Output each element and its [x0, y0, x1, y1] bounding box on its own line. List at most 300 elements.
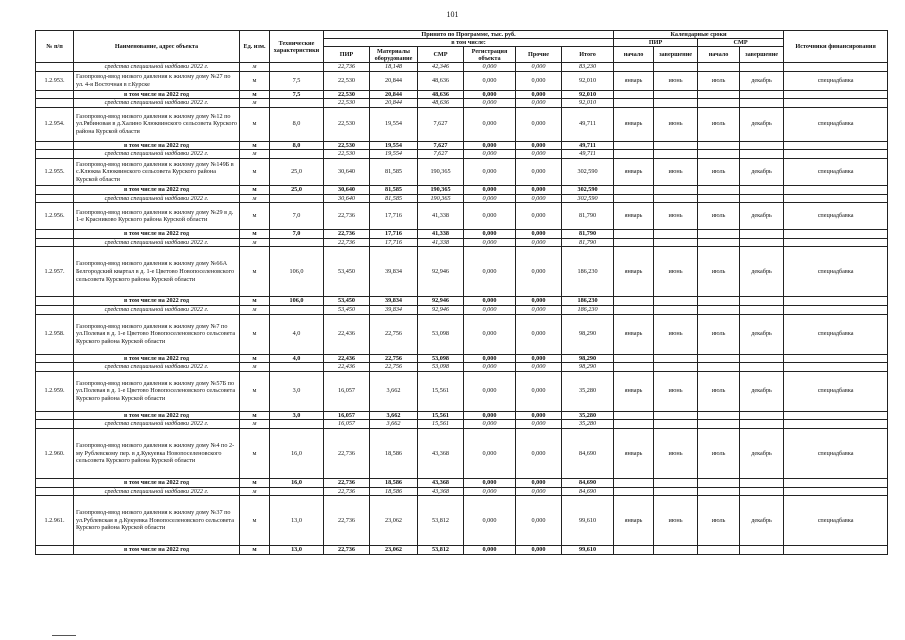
subtotal-label: в том числе на 2022 год [74, 141, 240, 150]
object-number: 1.2.954. [36, 107, 74, 141]
row-total: 83,230 [562, 63, 614, 72]
object-registration: 0,000 [464, 314, 516, 354]
row-materials: 39,834 [370, 305, 418, 314]
row-num-empty [36, 238, 74, 247]
row-smr: 41,338 [418, 238, 464, 247]
row-unit: м [240, 150, 270, 159]
row-cal-empty [654, 99, 698, 108]
object-unit: м [240, 496, 270, 546]
object-materials: 17,716 [370, 203, 418, 230]
pir-start: январь [614, 314, 654, 354]
row-registration: 0,000 [464, 305, 516, 314]
special-surcharge-row [36, 363, 888, 372]
object-tech: 8,0 [270, 107, 324, 141]
funding-source: спецнадбавка [784, 158, 888, 185]
object-smr: 15,561 [418, 371, 464, 411]
surcharge-label: средства специальной надбавки 2022 г. [74, 99, 240, 108]
row-cal-empty [740, 230, 784, 239]
row-pir: 22,736 [324, 63, 370, 72]
smr-end: декабрь [740, 314, 784, 354]
object-total: 84,690 [562, 428, 614, 478]
row-cal-empty [654, 90, 698, 99]
row-source-empty [784, 194, 888, 203]
row-source-empty [784, 141, 888, 150]
header-end-2: завершение [740, 47, 784, 63]
object-materials: 39,834 [370, 247, 418, 297]
row-tech: 3,0 [270, 411, 324, 420]
row-other: 0,000 [516, 354, 562, 363]
row-unit: м [240, 185, 270, 194]
object-total: 186,230 [562, 247, 614, 297]
row-source-empty [784, 363, 888, 372]
row-total: 84,690 [562, 478, 614, 487]
smr-start: июль [698, 71, 740, 90]
row-tech [270, 305, 324, 314]
object-name: Газопровод-ввод низкого давления к жилому дому №149Б в с.Клюква Клюквинского сельсовета Курского района Курской области [74, 158, 240, 185]
row-materials: 19,554 [370, 141, 418, 150]
object-unit: м [240, 247, 270, 297]
row-cal-empty [654, 150, 698, 159]
page-corner-mark [52, 635, 76, 638]
smr-end: декабрь [740, 158, 784, 185]
smr-start: июль [698, 314, 740, 354]
row-source-empty [784, 354, 888, 363]
row-materials: 81,585 [370, 194, 418, 203]
object-registration: 0,000 [464, 428, 516, 478]
object-materials: 3,662 [370, 371, 418, 411]
object-materials: 18,586 [370, 428, 418, 478]
object-registration: 0,000 [464, 71, 516, 90]
row-registration: 0,000 [464, 90, 516, 99]
special-surcharge-row [36, 63, 888, 72]
row-num-empty [36, 478, 74, 487]
row-source-empty [784, 99, 888, 108]
object-unit: м [240, 314, 270, 354]
object-smr: 7,627 [418, 107, 464, 141]
row-pir: 22,530 [324, 150, 370, 159]
row-cal-empty [698, 487, 740, 496]
row-cal-empty [614, 90, 654, 99]
object-pir: 22,530 [324, 107, 370, 141]
row-pir: 22,736 [324, 546, 370, 555]
row-cal-empty [614, 411, 654, 420]
object-registration: 0,000 [464, 107, 516, 141]
row-materials: 17,716 [370, 230, 418, 239]
row-cal-empty [740, 420, 784, 429]
row-cal-empty [654, 411, 698, 420]
object-total: 81,790 [562, 203, 614, 230]
row-tech [270, 99, 324, 108]
smr-end: декабрь [740, 428, 784, 478]
object-materials: 22,756 [370, 314, 418, 354]
row-pir: 53,450 [324, 305, 370, 314]
row-other: 0,000 [516, 546, 562, 555]
funding-source: спецнадбавка [784, 247, 888, 297]
pir-end: июнь [654, 496, 698, 546]
header-tech: Технические характеристики [270, 31, 324, 63]
object-name: Газопровод-ввод низкого давления к жилому дому №37 по ул.Рублевская в д.Кукуевка Новопоселеновского сельсовета Курского района Курской области [74, 496, 240, 546]
row-source-empty [784, 546, 888, 555]
funding-source: спецнадбавка [784, 71, 888, 90]
row-cal-empty [740, 305, 784, 314]
smr-start: июль [698, 428, 740, 478]
row-unit: м [240, 420, 270, 429]
row-unit: м [240, 90, 270, 99]
special-surcharge-row [36, 305, 888, 314]
object-total: 302,590 [562, 158, 614, 185]
row-cal-empty [698, 194, 740, 203]
row-source-empty [784, 90, 888, 99]
row-tech: 16,0 [270, 478, 324, 487]
row-cal-empty [740, 63, 784, 72]
row-num-empty [36, 150, 74, 159]
row-num-empty [36, 99, 74, 108]
row-num-empty [36, 230, 74, 239]
object-smr: 53,098 [418, 314, 464, 354]
object-name: Газопровод-ввод низкого давления к жилому дому №29 в д. 1-е Красниково Курского района Курской области [74, 203, 240, 230]
row-registration: 0,000 [464, 354, 516, 363]
row-tech [270, 487, 324, 496]
header-sources: Источники финансирования [784, 31, 888, 63]
object-number: 1.2.961. [36, 496, 74, 546]
year-subtotal-row [36, 185, 888, 194]
pir-end: июнь [654, 428, 698, 478]
smr-start: июль [698, 496, 740, 546]
row-source-empty [784, 411, 888, 420]
row-tech: 7,5 [270, 90, 324, 99]
object-row [36, 247, 888, 297]
special-surcharge-row [36, 487, 888, 496]
surcharge-label: средства специальной надбавки 2022 г. [74, 238, 240, 247]
row-cal-empty [698, 230, 740, 239]
row-unit: м [240, 478, 270, 487]
row-unit: м [240, 141, 270, 150]
object-number: 1.2.958. [36, 314, 74, 354]
row-source-empty [784, 420, 888, 429]
row-materials: 22,756 [370, 354, 418, 363]
row-other: 0,000 [516, 150, 562, 159]
object-smr: 190,365 [418, 158, 464, 185]
row-pir: 16,057 [324, 420, 370, 429]
row-unit: м [240, 238, 270, 247]
object-total: 35,280 [562, 371, 614, 411]
row-num-empty [36, 141, 74, 150]
row-num-empty [36, 185, 74, 194]
pir-start: январь [614, 158, 654, 185]
object-number: 1.2.956. [36, 203, 74, 230]
funding-source: спецнадбавка [784, 314, 888, 354]
row-registration: 0,000 [464, 297, 516, 306]
row-cal-empty [614, 238, 654, 247]
row-cal-empty [614, 230, 654, 239]
row-cal-empty [654, 420, 698, 429]
year-subtotal-row [36, 230, 888, 239]
object-other: 0,000 [516, 314, 562, 354]
row-total: 302,590 [562, 185, 614, 194]
row-num-empty [36, 354, 74, 363]
object-pir: 22,530 [324, 71, 370, 90]
row-total: 49,711 [562, 150, 614, 159]
row-cal-empty [698, 99, 740, 108]
pir-end: июнь [654, 247, 698, 297]
pir-end: июнь [654, 107, 698, 141]
surcharge-label: средства специальной надбавки 2022 г. [74, 194, 240, 203]
object-tech: 106,0 [270, 247, 324, 297]
object-name: Газопровод-ввод низкого давления к жилому дому №57Б по ул.Полевая в д. 1-е Цветово Новопоселеновского сельсовета Курского района Курской области [74, 371, 240, 411]
year-subtotal-row [36, 354, 888, 363]
row-num-empty [36, 546, 74, 555]
object-unit: м [240, 428, 270, 478]
row-source-empty [784, 185, 888, 194]
object-pir: 53,450 [324, 247, 370, 297]
header-incl: в том числе: [324, 39, 614, 47]
row-other: 0,000 [516, 297, 562, 306]
row-cal-empty [698, 185, 740, 194]
object-smr: 48,636 [418, 71, 464, 90]
row-num-empty [36, 194, 74, 203]
object-pir: 22,736 [324, 428, 370, 478]
row-other: 0,000 [516, 230, 562, 239]
row-cal-empty [698, 411, 740, 420]
row-cal-empty [654, 546, 698, 555]
row-cal-empty [654, 354, 698, 363]
funding-source: спецнадбавка [784, 428, 888, 478]
pir-end: июнь [654, 203, 698, 230]
object-tech: 16,0 [270, 428, 324, 478]
funding-source: спецнадбавка [784, 371, 888, 411]
row-cal-empty [740, 363, 784, 372]
row-cal-empty [698, 478, 740, 487]
object-unit: м [240, 203, 270, 230]
row-materials: 39,834 [370, 297, 418, 306]
subtotal-label: в том числе на 2022 год [74, 90, 240, 99]
object-row [36, 314, 888, 354]
object-tech: 7,5 [270, 71, 324, 90]
special-surcharge-row [36, 99, 888, 108]
row-cal-empty [740, 141, 784, 150]
object-unit: м [240, 107, 270, 141]
row-cal-empty [698, 238, 740, 247]
object-total: 49,711 [562, 107, 614, 141]
row-unit: м [240, 411, 270, 420]
row-cal-empty [740, 99, 784, 108]
object-row [36, 158, 888, 185]
pir-start: январь [614, 428, 654, 478]
row-tech [270, 420, 324, 429]
row-smr: 7,627 [418, 150, 464, 159]
smr-end: декабрь [740, 203, 784, 230]
object-other: 0,000 [516, 71, 562, 90]
row-cal-empty [614, 546, 654, 555]
object-registration: 0,000 [464, 496, 516, 546]
row-cal-empty [614, 487, 654, 496]
object-smr: 41,338 [418, 203, 464, 230]
row-pir: 30,640 [324, 185, 370, 194]
row-smr: 43,368 [418, 487, 464, 496]
row-source-empty [784, 478, 888, 487]
row-pir: 16,057 [324, 411, 370, 420]
object-smr: 43,368 [418, 428, 464, 478]
row-materials: 22,756 [370, 363, 418, 372]
row-source-empty [784, 238, 888, 247]
row-total: 35,280 [562, 411, 614, 420]
object-smr: 53,812 [418, 496, 464, 546]
row-cal-empty [654, 230, 698, 239]
object-other: 0,000 [516, 158, 562, 185]
row-materials: 20,844 [370, 90, 418, 99]
row-cal-empty [740, 238, 784, 247]
object-materials: 20,844 [370, 71, 418, 90]
row-registration: 0,000 [464, 487, 516, 496]
header-name: Наименование, адрес объекта [74, 31, 240, 63]
row-materials: 3,662 [370, 411, 418, 420]
row-cal-empty [614, 354, 654, 363]
row-materials: 81,585 [370, 185, 418, 194]
row-registration: 0,000 [464, 420, 516, 429]
object-total: 99,610 [562, 496, 614, 546]
row-smr: 53,098 [418, 363, 464, 372]
subtotal-label: в том числе на 2022 год [74, 230, 240, 239]
row-total: 99,610 [562, 546, 614, 555]
row-cal-empty [654, 141, 698, 150]
header-materials: Материалы оборудование [370, 47, 418, 63]
surcharge-label: средства специальной надбавки 2022 г. [74, 363, 240, 372]
surcharge-label: средства специальной надбавки 2022 г. [74, 487, 240, 496]
row-materials: 19,554 [370, 150, 418, 159]
object-pir: 22,736 [324, 203, 370, 230]
row-total: 98,290 [562, 363, 614, 372]
header-smr: СМР [418, 47, 464, 63]
row-unit: м [240, 99, 270, 108]
row-total: 92,010 [562, 90, 614, 99]
row-total: 186,230 [562, 305, 614, 314]
row-unit: м [240, 63, 270, 72]
pir-start: январь [614, 203, 654, 230]
row-smr: 7,627 [418, 141, 464, 150]
row-cal-empty [698, 141, 740, 150]
object-other: 0,000 [516, 371, 562, 411]
header-unit: Ед. изм. [240, 31, 270, 63]
pir-end: июнь [654, 371, 698, 411]
row-num-empty [36, 297, 74, 306]
row-other: 0,000 [516, 478, 562, 487]
smr-end: декабрь [740, 371, 784, 411]
row-smr: 15,561 [418, 411, 464, 420]
row-smr: 92,946 [418, 305, 464, 314]
row-source-empty [784, 150, 888, 159]
object-registration: 0,000 [464, 371, 516, 411]
row-source-empty [784, 305, 888, 314]
object-unit: м [240, 158, 270, 185]
row-cal-empty [654, 487, 698, 496]
object-pir: 22,436 [324, 314, 370, 354]
row-other: 0,000 [516, 305, 562, 314]
row-tech: 25,0 [270, 185, 324, 194]
row-tech: 8,0 [270, 141, 324, 150]
smr-end: декабрь [740, 247, 784, 297]
row-other: 0,000 [516, 141, 562, 150]
special-surcharge-row [36, 150, 888, 159]
row-other: 0,000 [516, 63, 562, 72]
row-tech [270, 194, 324, 203]
row-smr: 190,365 [418, 194, 464, 203]
row-cal-empty [740, 297, 784, 306]
row-smr: 190,365 [418, 185, 464, 194]
row-registration: 0,000 [464, 63, 516, 72]
row-unit: м [240, 487, 270, 496]
object-registration: 0,000 [464, 247, 516, 297]
header-cal-smr: СМР [698, 39, 784, 47]
row-materials: 18,586 [370, 478, 418, 487]
smr-start: июль [698, 107, 740, 141]
header-calendar: Календарные сроки [614, 31, 784, 39]
row-tech: 13,0 [270, 546, 324, 555]
row-total: 84,690 [562, 487, 614, 496]
row-materials: 18,148 [370, 63, 418, 72]
row-registration: 0,000 [464, 185, 516, 194]
object-materials: 19,554 [370, 107, 418, 141]
row-cal-empty [740, 185, 784, 194]
row-num-empty [36, 420, 74, 429]
object-tech: 4,0 [270, 314, 324, 354]
row-cal-empty [698, 297, 740, 306]
row-materials: 20,844 [370, 99, 418, 108]
header-accepted: Принято по Программе, тыс. руб. [324, 31, 614, 39]
object-tech: 7,0 [270, 203, 324, 230]
row-cal-empty [614, 363, 654, 372]
row-cal-empty [654, 363, 698, 372]
row-num-empty [36, 411, 74, 420]
row-cal-empty [614, 478, 654, 487]
row-tech [270, 63, 324, 72]
year-subtotal-row [36, 141, 888, 150]
row-cal-empty [698, 90, 740, 99]
row-total: 35,280 [562, 420, 614, 429]
row-smr: 42,346 [418, 63, 464, 72]
row-cal-empty [740, 487, 784, 496]
row-smr: 48,636 [418, 99, 464, 108]
object-tech: 13,0 [270, 496, 324, 546]
object-total: 98,290 [562, 314, 614, 354]
row-pir: 22,736 [324, 238, 370, 247]
year-subtotal-row [36, 297, 888, 306]
row-cal-empty [740, 194, 784, 203]
row-other: 0,000 [516, 363, 562, 372]
row-cal-empty [698, 363, 740, 372]
object-smr: 92,946 [418, 247, 464, 297]
pir-start: январь [614, 71, 654, 90]
header-end: завершение [654, 47, 698, 63]
row-other: 0,000 [516, 90, 562, 99]
row-cal-empty [698, 546, 740, 555]
special-surcharge-row [36, 238, 888, 247]
row-cal-empty [698, 354, 740, 363]
row-registration: 0,000 [464, 411, 516, 420]
row-pir: 30,640 [324, 194, 370, 203]
header-start: начало [614, 47, 654, 63]
surcharge-label: средства специальной надбавки 2022 г. [74, 305, 240, 314]
row-cal-empty [654, 63, 698, 72]
row-pir: 22,736 [324, 487, 370, 496]
row-total: 81,790 [562, 230, 614, 239]
row-pir: 22,736 [324, 478, 370, 487]
row-cal-empty [698, 150, 740, 159]
row-registration: 0,000 [464, 141, 516, 150]
smr-start: июль [698, 158, 740, 185]
row-source-empty [784, 487, 888, 496]
pir-start: январь [614, 107, 654, 141]
smr-end: декабрь [740, 107, 784, 141]
